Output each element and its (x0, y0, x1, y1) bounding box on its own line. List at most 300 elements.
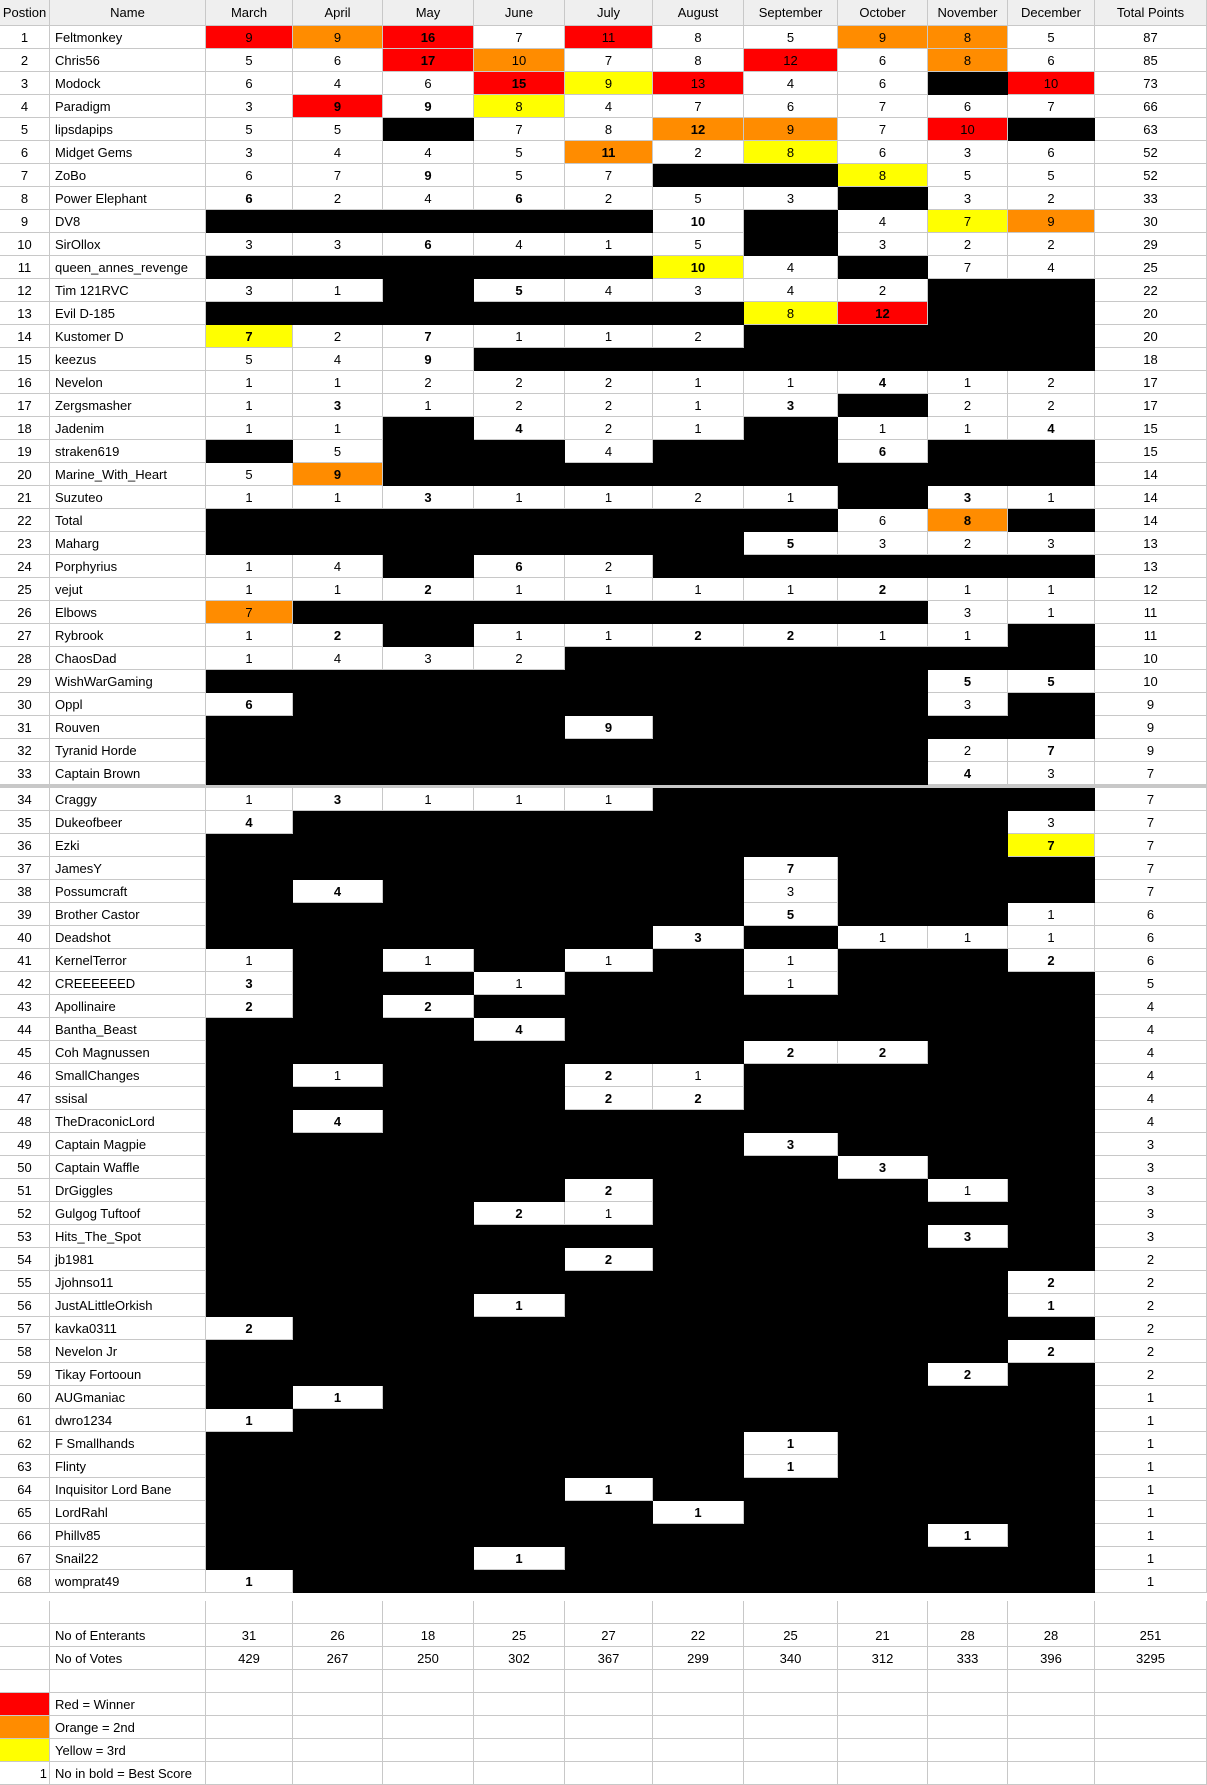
summary-value[interactable]: 299 (653, 1647, 744, 1670)
score-cell-july[interactable] (565, 1317, 653, 1340)
score-cell-june[interactable] (474, 601, 565, 624)
score-cell-november[interactable] (928, 1271, 1008, 1294)
score-cell-april[interactable] (293, 1409, 383, 1432)
score-cell-december[interactable] (1008, 1409, 1095, 1432)
summary-value[interactable]: 28 (928, 1624, 1008, 1647)
score-cell-december[interactable]: 2 (1008, 394, 1095, 417)
score-cell-august[interactable]: 2 (653, 624, 744, 647)
score-cell-april[interactable]: 9 (293, 95, 383, 118)
player-name-cell[interactable]: Tim 121RVC (50, 279, 206, 302)
score-cell-june[interactable]: 6 (474, 555, 565, 578)
score-cell-june[interactable] (474, 1156, 565, 1179)
score-cell-july[interactable]: 2 (565, 555, 653, 578)
score-cell-july[interactable]: 1 (565, 486, 653, 509)
total-points-cell[interactable]: 1 (1095, 1432, 1207, 1455)
score-cell-june[interactable]: 6 (474, 187, 565, 210)
empty-cell[interactable] (565, 1693, 653, 1716)
score-cell-may[interactable] (383, 1409, 474, 1432)
score-cell-december[interactable]: 3 (1008, 532, 1095, 555)
score-cell-november[interactable] (928, 1478, 1008, 1501)
score-cell-june[interactable] (474, 903, 565, 926)
player-name-cell[interactable]: AUGmaniac (50, 1386, 206, 1409)
score-cell-july[interactable] (565, 463, 653, 486)
score-cell-october[interactable] (838, 1547, 928, 1570)
total-points-cell[interactable]: 66 (1095, 95, 1207, 118)
score-cell-october[interactable] (838, 1501, 928, 1524)
position-cell[interactable]: 57 (0, 1317, 50, 1340)
score-cell-april[interactable] (293, 1363, 383, 1386)
player-name-cell[interactable]: ChaosDad (50, 647, 206, 670)
empty-cell[interactable] (1095, 1739, 1207, 1762)
score-cell-november[interactable] (928, 1340, 1008, 1363)
score-cell-september[interactable]: 1 (744, 486, 838, 509)
position-cell[interactable]: 4 (0, 95, 50, 118)
position-cell[interactable]: 15 (0, 348, 50, 371)
position-cell[interactable]: 59 (0, 1363, 50, 1386)
position-cell[interactable]: 16 (0, 371, 50, 394)
score-cell-november[interactable] (928, 302, 1008, 325)
total-points-cell[interactable]: 1 (1095, 1478, 1207, 1501)
score-cell-march[interactable]: 7 (206, 325, 293, 348)
empty-cell[interactable] (928, 1693, 1008, 1716)
total-points-cell[interactable]: 4 (1095, 1018, 1207, 1041)
score-cell-october[interactable] (838, 394, 928, 417)
score-cell-august[interactable] (653, 972, 744, 995)
score-cell-july[interactable] (565, 1363, 653, 1386)
score-cell-may[interactable]: 9 (383, 95, 474, 118)
score-cell-july[interactable]: 8 (565, 118, 653, 141)
score-cell-july[interactable] (565, 1570, 653, 1593)
score-cell-september[interactable] (744, 1156, 838, 1179)
score-cell-march[interactable]: 3 (206, 972, 293, 995)
empty-cell[interactable] (206, 1670, 293, 1693)
total-points-cell[interactable]: 29 (1095, 233, 1207, 256)
score-cell-april[interactable] (293, 903, 383, 926)
score-cell-may[interactable]: 17 (383, 49, 474, 72)
score-cell-april[interactable] (293, 1432, 383, 1455)
score-cell-april[interactable] (293, 1317, 383, 1340)
score-cell-december[interactable] (1008, 857, 1095, 880)
score-cell-may[interactable]: 2 (383, 995, 474, 1018)
score-cell-november[interactable] (928, 1156, 1008, 1179)
score-cell-november[interactable] (928, 1087, 1008, 1110)
player-name-cell[interactable]: F Smallhands (50, 1432, 206, 1455)
score-cell-november[interactable] (928, 1570, 1008, 1593)
total-points-cell[interactable]: 9 (1095, 693, 1207, 716)
score-cell-april[interactable] (293, 995, 383, 1018)
score-cell-december[interactable]: 5 (1008, 164, 1095, 187)
score-cell-march[interactable] (206, 1363, 293, 1386)
score-cell-june[interactable] (474, 1570, 565, 1593)
score-cell-august[interactable] (653, 670, 744, 693)
score-cell-may[interactable] (383, 1340, 474, 1363)
score-cell-september[interactable] (744, 739, 838, 762)
empty-cell[interactable] (838, 1601, 928, 1624)
score-cell-december[interactable] (1008, 1478, 1095, 1501)
score-cell-december[interactable]: 1 (1008, 903, 1095, 926)
score-cell-july[interactable] (565, 1018, 653, 1041)
player-name-cell[interactable]: Evil D-185 (50, 302, 206, 325)
score-cell-december[interactable] (1008, 788, 1095, 811)
score-cell-august[interactable] (653, 1202, 744, 1225)
score-cell-april[interactable] (293, 1501, 383, 1524)
position-cell[interactable]: 12 (0, 279, 50, 302)
player-name-cell[interactable]: Flinty (50, 1455, 206, 1478)
empty-cell[interactable] (744, 1762, 838, 1785)
score-cell-september[interactable]: 4 (744, 72, 838, 95)
score-cell-october[interactable] (838, 1110, 928, 1133)
score-cell-july[interactable]: 7 (565, 164, 653, 187)
score-cell-november[interactable]: 7 (928, 256, 1008, 279)
score-cell-august[interactable]: 10 (653, 210, 744, 233)
total-points-cell[interactable]: 7 (1095, 834, 1207, 857)
position-cell[interactable]: 11 (0, 256, 50, 279)
score-cell-march[interactable]: 1 (206, 1409, 293, 1432)
position-cell[interactable]: 55 (0, 1271, 50, 1294)
position-cell[interactable]: 20 (0, 463, 50, 486)
score-cell-april[interactable] (293, 1547, 383, 1570)
score-cell-august[interactable] (653, 1386, 744, 1409)
total-points-cell[interactable]: 14 (1095, 463, 1207, 486)
score-cell-july[interactable]: 2 (565, 394, 653, 417)
score-cell-march[interactable]: 1 (206, 486, 293, 509)
score-cell-july[interactable] (565, 210, 653, 233)
score-cell-october[interactable] (838, 1386, 928, 1409)
total-points-cell[interactable]: 9 (1095, 739, 1207, 762)
score-cell-august[interactable] (653, 348, 744, 371)
score-cell-july[interactable] (565, 811, 653, 834)
total-points-cell[interactable]: 7 (1095, 811, 1207, 834)
score-cell-october[interactable]: 6 (838, 72, 928, 95)
summary-value[interactable]: 22 (653, 1624, 744, 1647)
score-cell-march[interactable] (206, 857, 293, 880)
score-cell-april[interactable] (293, 1202, 383, 1225)
empty-cell[interactable] (565, 1670, 653, 1693)
score-cell-may[interactable] (383, 811, 474, 834)
score-cell-april[interactable] (293, 532, 383, 555)
score-cell-june[interactable]: 1 (474, 1294, 565, 1317)
score-cell-april[interactable]: 7 (293, 164, 383, 187)
score-cell-october[interactable] (838, 1570, 928, 1593)
score-cell-august[interactable]: 2 (653, 486, 744, 509)
total-points-cell[interactable]: 10 (1095, 670, 1207, 693)
score-cell-june[interactable]: 4 (474, 233, 565, 256)
position-cell[interactable]: 22 (0, 509, 50, 532)
score-cell-november[interactable]: 5 (928, 670, 1008, 693)
score-cell-march[interactable] (206, 1271, 293, 1294)
score-cell-july[interactable] (565, 739, 653, 762)
score-cell-july[interactable] (565, 903, 653, 926)
score-cell-april[interactable] (293, 1018, 383, 1041)
player-name-cell[interactable]: CREEEEEED (50, 972, 206, 995)
score-cell-september[interactable] (744, 1501, 838, 1524)
position-cell[interactable]: 60 (0, 1386, 50, 1409)
empty-cell[interactable] (653, 1762, 744, 1785)
score-cell-december[interactable] (1008, 972, 1095, 995)
score-cell-july[interactable]: 2 (565, 1179, 653, 1202)
summary-value[interactable]: 396 (1008, 1647, 1095, 1670)
position-cell[interactable]: 44 (0, 1018, 50, 1041)
score-cell-july[interactable] (565, 1547, 653, 1570)
header-cell-may[interactable]: May (383, 0, 474, 26)
score-cell-october[interactable]: 4 (838, 210, 928, 233)
score-cell-may[interactable] (383, 1478, 474, 1501)
score-cell-july[interactable] (565, 1455, 653, 1478)
empty-cell[interactable] (293, 1716, 383, 1739)
total-points-cell[interactable]: 6 (1095, 903, 1207, 926)
score-cell-may[interactable] (383, 1570, 474, 1593)
score-cell-august[interactable] (653, 1041, 744, 1064)
legend-color-swatch[interactable] (0, 1716, 50, 1739)
empty-cell[interactable] (383, 1716, 474, 1739)
empty-cell[interactable] (0, 1601, 50, 1624)
position-cell[interactable]: 50 (0, 1156, 50, 1179)
score-cell-november[interactable] (928, 555, 1008, 578)
score-cell-april[interactable] (293, 1524, 383, 1547)
score-cell-november[interactable]: 3 (928, 601, 1008, 624)
score-cell-august[interactable] (653, 788, 744, 811)
score-cell-august[interactable] (653, 555, 744, 578)
total-points-cell[interactable]: 5 (1095, 972, 1207, 995)
score-cell-december[interactable] (1008, 1570, 1095, 1593)
score-cell-april[interactable]: 1 (293, 279, 383, 302)
score-cell-july[interactable] (565, 647, 653, 670)
player-name-cell[interactable]: DrGiggles (50, 1179, 206, 1202)
score-cell-august[interactable] (653, 1018, 744, 1041)
total-points-cell[interactable]: 4 (1095, 1110, 1207, 1133)
score-cell-march[interactable]: 4 (206, 811, 293, 834)
score-cell-october[interactable] (838, 1524, 928, 1547)
score-cell-september[interactable] (744, 210, 838, 233)
score-cell-july[interactable] (565, 256, 653, 279)
score-cell-march[interactable] (206, 1478, 293, 1501)
position-cell[interactable]: 35 (0, 811, 50, 834)
score-cell-april[interactable]: 1 (293, 578, 383, 601)
score-cell-march[interactable]: 3 (206, 141, 293, 164)
header-cell-july[interactable]: July (565, 0, 653, 26)
total-points-cell[interactable]: 1 (1095, 1547, 1207, 1570)
score-cell-october[interactable] (838, 256, 928, 279)
score-cell-april[interactable]: 4 (293, 555, 383, 578)
score-cell-april[interactable] (293, 857, 383, 880)
player-name-cell[interactable]: Feltmonkey (50, 26, 206, 49)
score-cell-october[interactable] (838, 1317, 928, 1340)
score-cell-july[interactable]: 2 (565, 417, 653, 440)
score-cell-may[interactable] (383, 739, 474, 762)
score-cell-april[interactable] (293, 509, 383, 532)
score-cell-november[interactable] (928, 1455, 1008, 1478)
score-cell-june[interactable]: 7 (474, 26, 565, 49)
header-cell-april[interactable]: April (293, 0, 383, 26)
score-cell-may[interactable] (383, 1041, 474, 1064)
score-cell-march[interactable] (206, 834, 293, 857)
score-cell-july[interactable] (565, 1340, 653, 1363)
score-cell-september[interactable]: 8 (744, 141, 838, 164)
score-cell-march[interactable] (206, 926, 293, 949)
score-cell-may[interactable] (383, 417, 474, 440)
score-cell-june[interactable] (474, 762, 565, 785)
position-cell[interactable]: 1 (0, 26, 50, 49)
score-cell-april[interactable] (293, 1041, 383, 1064)
score-cell-july[interactable]: 1 (565, 578, 653, 601)
score-cell-march[interactable] (206, 1202, 293, 1225)
score-cell-july[interactable]: 4 (565, 440, 653, 463)
total-points-cell[interactable]: 14 (1095, 486, 1207, 509)
score-cell-september[interactable] (744, 1547, 838, 1570)
score-cell-may[interactable]: 6 (383, 233, 474, 256)
score-cell-october[interactable] (838, 834, 928, 857)
score-cell-november[interactable] (928, 1317, 1008, 1340)
score-cell-march[interactable]: 1 (206, 1570, 293, 1593)
score-cell-july[interactable] (565, 1133, 653, 1156)
score-cell-october[interactable] (838, 693, 928, 716)
empty-cell[interactable] (565, 1601, 653, 1624)
score-cell-august[interactable]: 5 (653, 187, 744, 210)
score-cell-december[interactable] (1008, 325, 1095, 348)
position-cell[interactable]: 40 (0, 926, 50, 949)
score-cell-june[interactable] (474, 1432, 565, 1455)
empty-cell[interactable] (565, 1739, 653, 1762)
total-points-cell[interactable]: 4 (1095, 1064, 1207, 1087)
total-points-cell[interactable]: 52 (1095, 141, 1207, 164)
score-cell-may[interactable] (383, 1386, 474, 1409)
score-cell-june[interactable] (474, 440, 565, 463)
score-cell-july[interactable] (565, 857, 653, 880)
score-cell-march[interactable] (206, 880, 293, 903)
header-cell-postion[interactable]: Postion (0, 0, 50, 26)
score-cell-march[interactable] (206, 532, 293, 555)
score-cell-october[interactable]: 1 (838, 417, 928, 440)
score-cell-september[interactable]: 3 (744, 394, 838, 417)
empty-cell[interactable] (0, 1647, 50, 1670)
score-cell-december[interactable]: 3 (1008, 811, 1095, 834)
score-cell-june[interactable] (474, 716, 565, 739)
empty-cell[interactable] (653, 1739, 744, 1762)
total-points-cell[interactable]: 2 (1095, 1363, 1207, 1386)
score-cell-april[interactable] (293, 739, 383, 762)
score-cell-september[interactable] (744, 647, 838, 670)
score-cell-march[interactable]: 6 (206, 72, 293, 95)
score-cell-december[interactable]: 7 (1008, 834, 1095, 857)
summary-value[interactable]: 367 (565, 1647, 653, 1670)
score-cell-march[interactable] (206, 739, 293, 762)
score-cell-july[interactable]: 11 (565, 141, 653, 164)
score-cell-august[interactable] (653, 903, 744, 926)
position-cell[interactable]: 28 (0, 647, 50, 670)
score-cell-march[interactable]: 5 (206, 49, 293, 72)
score-cell-september[interactable] (744, 716, 838, 739)
score-cell-august[interactable] (653, 1455, 744, 1478)
player-name-cell[interactable]: SmallChanges (50, 1064, 206, 1087)
empty-cell[interactable] (838, 1762, 928, 1785)
score-cell-november[interactable] (928, 788, 1008, 811)
empty-cell[interactable] (474, 1693, 565, 1716)
score-cell-september[interactable]: 2 (744, 1041, 838, 1064)
player-name-cell[interactable]: Jjohnso11 (50, 1271, 206, 1294)
empty-cell[interactable] (0, 1670, 50, 1693)
player-name-cell[interactable]: LordRahl (50, 1501, 206, 1524)
score-cell-may[interactable] (383, 880, 474, 903)
player-name-cell[interactable]: Zergsmasher (50, 394, 206, 417)
total-points-cell[interactable]: 1 (1095, 1386, 1207, 1409)
score-cell-november[interactable]: 1 (928, 624, 1008, 647)
score-cell-april[interactable]: 9 (293, 463, 383, 486)
score-cell-june[interactable]: 15 (474, 72, 565, 95)
total-points-cell[interactable]: 20 (1095, 325, 1207, 348)
score-cell-may[interactable] (383, 670, 474, 693)
score-cell-june[interactable] (474, 693, 565, 716)
total-points-cell[interactable]: 15 (1095, 417, 1207, 440)
score-cell-october[interactable] (838, 949, 928, 972)
empty-cell[interactable] (928, 1670, 1008, 1693)
score-cell-november[interactable] (928, 1018, 1008, 1041)
score-cell-may[interactable] (383, 440, 474, 463)
score-cell-april[interactable] (293, 1271, 383, 1294)
score-cell-december[interactable] (1008, 1386, 1095, 1409)
score-cell-august[interactable]: 1 (653, 1064, 744, 1087)
score-cell-october[interactable]: 9 (838, 26, 928, 49)
score-cell-september[interactable] (744, 1478, 838, 1501)
score-cell-october[interactable]: 2 (838, 578, 928, 601)
score-cell-may[interactable]: 9 (383, 164, 474, 187)
score-cell-august[interactable] (653, 762, 744, 785)
score-cell-june[interactable] (474, 348, 565, 371)
score-cell-september[interactable]: 1 (744, 972, 838, 995)
legend-label[interactable]: No in bold = Best Score (50, 1762, 206, 1785)
score-cell-march[interactable] (206, 1018, 293, 1041)
player-name-cell[interactable]: kavka0311 (50, 1317, 206, 1340)
empty-cell[interactable] (838, 1670, 928, 1693)
score-cell-november[interactable] (928, 1110, 1008, 1133)
score-cell-april[interactable]: 4 (293, 348, 383, 371)
empty-cell[interactable] (1008, 1693, 1095, 1716)
score-cell-august[interactable]: 1 (653, 578, 744, 601)
score-cell-september[interactable]: 1 (744, 578, 838, 601)
score-cell-november[interactable] (928, 1294, 1008, 1317)
score-cell-december[interactable] (1008, 1041, 1095, 1064)
score-cell-august[interactable] (653, 1225, 744, 1248)
score-cell-april[interactable]: 4 (293, 1110, 383, 1133)
empty-cell[interactable] (1008, 1716, 1095, 1739)
score-cell-october[interactable] (838, 463, 928, 486)
score-cell-december[interactable]: 6 (1008, 49, 1095, 72)
total-points-cell[interactable]: 2 (1095, 1294, 1207, 1317)
position-cell[interactable]: 29 (0, 670, 50, 693)
score-cell-october[interactable] (838, 1294, 928, 1317)
player-name-cell[interactable]: Kustomer D (50, 325, 206, 348)
score-cell-may[interactable]: 2 (383, 578, 474, 601)
score-cell-july[interactable] (565, 1386, 653, 1409)
position-cell[interactable]: 52 (0, 1202, 50, 1225)
legend-label[interactable]: Yellow = 3rd (50, 1739, 206, 1762)
score-cell-november[interactable] (928, 1409, 1008, 1432)
score-cell-november[interactable]: 4 (928, 762, 1008, 785)
score-cell-march[interactable]: 3 (206, 279, 293, 302)
score-cell-august[interactable] (653, 1478, 744, 1501)
score-cell-june[interactable] (474, 1179, 565, 1202)
score-cell-march[interactable] (206, 1432, 293, 1455)
score-cell-november[interactable]: 3 (928, 1225, 1008, 1248)
total-points-cell[interactable]: 33 (1095, 187, 1207, 210)
score-cell-may[interactable] (383, 532, 474, 555)
score-cell-august[interactable]: 1 (653, 371, 744, 394)
player-name-cell[interactable]: ssisal (50, 1087, 206, 1110)
score-cell-may[interactable]: 6 (383, 72, 474, 95)
position-cell[interactable]: 62 (0, 1432, 50, 1455)
score-cell-may[interactable] (383, 1271, 474, 1294)
score-cell-july[interactable]: 1 (565, 1478, 653, 1501)
player-name-cell[interactable]: jb1981 (50, 1248, 206, 1271)
